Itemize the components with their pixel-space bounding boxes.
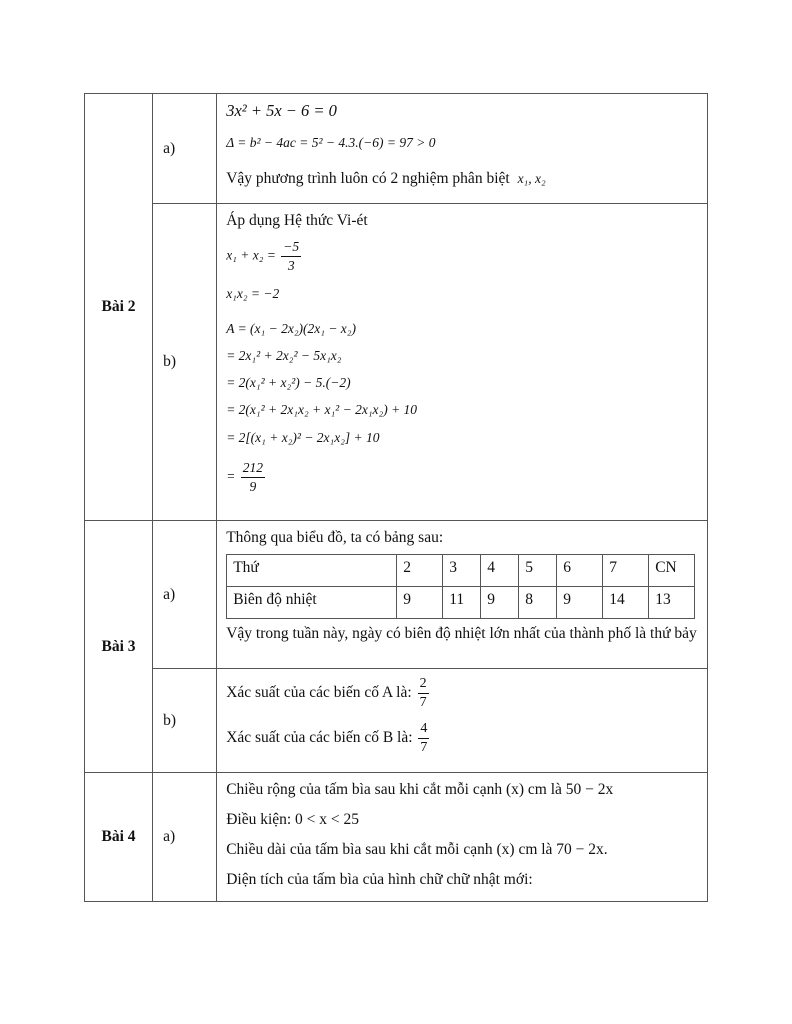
bai3-row-a xyxy=(85,521,708,669)
bai2-a-roots: x₁, x₂ xyxy=(517,171,546,186)
bai2-b-result-prefix: = xyxy=(226,468,236,484)
bai2-b-step: = 2[(x₁ + x₂)² − 2x₁x₂] + 10 xyxy=(226,430,380,445)
bai2-b-result xyxy=(226,459,699,496)
bai2-b-result-den: 9 xyxy=(249,479,257,494)
bai2-b-sum-left: x₁ + x₂ = xyxy=(226,247,276,263)
bai4-a-label: a) xyxy=(153,773,217,902)
bai2-b-sum-fraction xyxy=(281,238,301,275)
table-cell: CN xyxy=(649,555,695,587)
bai2-a-label: a) xyxy=(153,94,217,204)
bai4-a-line: Chiều rộng của tấm bìa sau khi cắt mỗi cạnh (x) cm là 50 − 2x xyxy=(226,781,614,798)
bai2-b-sum xyxy=(226,238,699,275)
bai3-b-prob-b-num: 4 xyxy=(418,720,429,739)
table-cell: 7 xyxy=(603,555,649,587)
bai4-a-line: Điều kiện: 0 < x < 25 xyxy=(226,811,360,828)
bai3-b-label: b) xyxy=(153,669,217,773)
solution-table xyxy=(84,93,708,902)
bai2-b-product: x₁x₂ = −2 xyxy=(226,286,280,301)
bai2-b-result-num: 212 xyxy=(241,459,265,478)
bai3-a-label: a) xyxy=(153,521,217,669)
bai2-b-step: = 2x₁² + 2x₂² − 5x₁x₂ xyxy=(226,348,342,363)
table-cell: 9 xyxy=(557,587,603,619)
bai2-a-delta: Δ = b² − 4ac = 5² − 4.3.(−6) = 97 > 0 xyxy=(226,135,436,150)
bai2-a-conclusion xyxy=(226,166,699,192)
bai3-b-prob-a-text: Xác suất của các biến cố A là: xyxy=(226,684,412,702)
bai3-b-prob-b-den: 7 xyxy=(420,740,428,755)
table-cell: 11 xyxy=(443,587,481,619)
bai4-a-content xyxy=(217,773,708,902)
bai3-b-prob-b xyxy=(226,720,699,757)
bai3-b-prob-a-den: 7 xyxy=(419,695,427,710)
bai3-label: Bài 3 xyxy=(85,521,153,773)
temperature-table-row-values xyxy=(227,587,695,619)
table-cell: 5 xyxy=(519,555,557,587)
bai4-a-line: Diện tích của tấm bìa của hình chữ chữ nhật mới: xyxy=(226,871,533,888)
bai3-b-prob-a-fraction xyxy=(418,675,429,712)
bai2-b-sum-num: −5 xyxy=(281,238,301,257)
bai3-b-prob-b-fraction xyxy=(418,720,429,757)
bai2-b-content xyxy=(217,204,708,521)
table-cell: Biên độ nhiệt xyxy=(227,587,397,619)
table-cell: 14 xyxy=(603,587,649,619)
table-cell: 13 xyxy=(649,587,695,619)
temperature-table-row-days xyxy=(227,555,695,587)
bai3-b-prob-b-text: Xác suất của các biến cố B là: xyxy=(226,729,413,747)
bai4-a-line: Chiều dài của tấm bìa sau khi cắt mỗi cạnh (x) cm là 70 − 2x. xyxy=(226,841,608,858)
bai3-a-conclusion: Vậy trong tuần này, ngày có biên độ nhiệt lớn nhất của thành phố là thứ bảy xyxy=(226,625,697,642)
bai2-b-label: b) xyxy=(153,204,217,521)
bai2-a-conclusion-text: Vậy phương trình luôn có 2 nghiệm phân biệt xyxy=(226,170,510,187)
bai2-b-steps xyxy=(226,315,699,453)
bai2-b-intro: Áp dụng Hệ thức Vi-ét xyxy=(226,212,368,229)
bai2-b-result-fraction xyxy=(241,459,265,496)
bai2-b-step: A = (x₁ − 2x₂)(2x₁ − x₂) xyxy=(226,321,356,336)
bai3-b-prob-a xyxy=(226,675,699,712)
table-cell: 9 xyxy=(481,587,519,619)
bai4-row-a xyxy=(85,773,708,902)
bai2-b-step: = 2(x₁² + x₂²) − 5.(−2) xyxy=(226,375,351,390)
bai2-b-step: = 2(x₁² + 2x₁x₂ + x₁² − 2x₁x₂) + 10 xyxy=(226,402,418,417)
bai3-row-b xyxy=(85,669,708,773)
table-cell: 4 xyxy=(481,555,519,587)
bai2-row-b xyxy=(85,204,708,521)
table-cell: 9 xyxy=(397,587,443,619)
table-cell: 3 xyxy=(443,555,481,587)
bai3-b-prob-a-num: 2 xyxy=(418,675,429,694)
bai2-a-content xyxy=(217,94,708,204)
temperature-table xyxy=(226,554,695,619)
table-cell: 2 xyxy=(397,555,443,587)
bai3-b-content xyxy=(217,669,708,773)
bai4-label: Bài 4 xyxy=(85,773,153,902)
bai2-a-equation: 3x² + 5x − 6 = 0 xyxy=(226,101,337,120)
bai2-b-sum-den: 3 xyxy=(287,258,295,273)
table-cell: 8 xyxy=(519,587,557,619)
bai2-row-a xyxy=(85,94,708,204)
table-cell: 6 xyxy=(557,555,603,587)
bai3-a-intro: Thông qua biểu đồ, ta có bảng sau: xyxy=(226,529,444,546)
bai3-a-content xyxy=(217,521,708,669)
bai2-label: Bài 2 xyxy=(85,94,153,521)
table-cell: Thứ xyxy=(227,555,397,587)
